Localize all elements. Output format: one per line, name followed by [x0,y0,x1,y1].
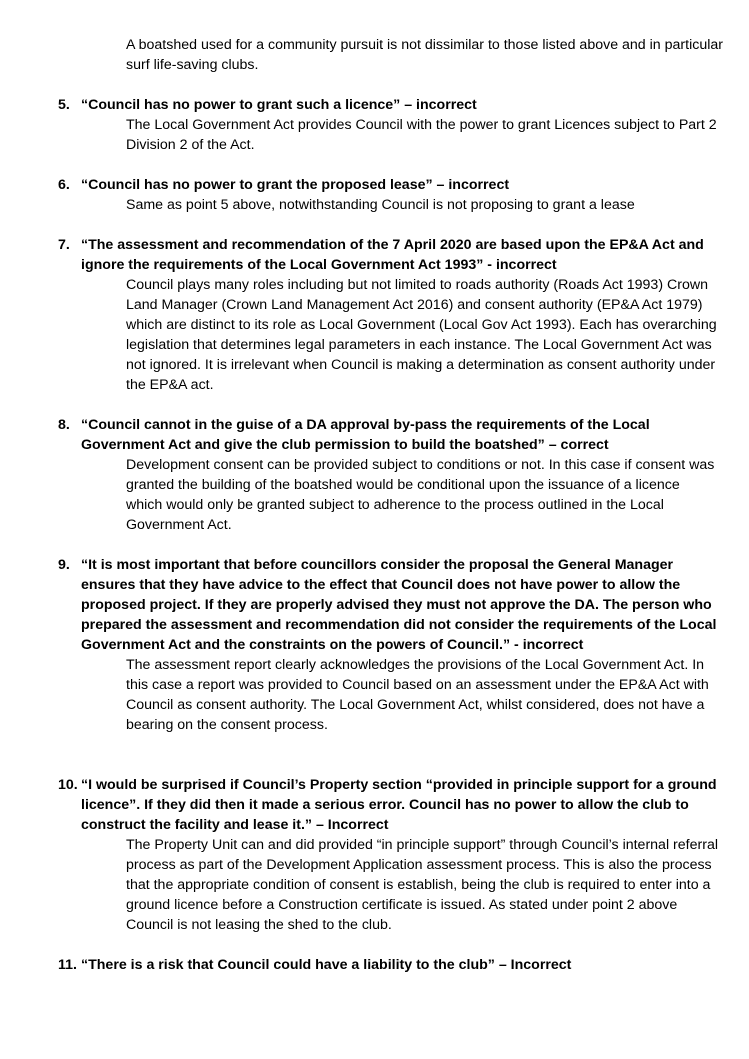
item-number: 8. [58,417,70,433]
list-item-9 [58,555,718,735]
intro-paragraph: A boatshed used for a community pursuit is not dissimilar to those listed above and in particular surf life-saving clubs. [126,37,723,73]
item-number: 9. [58,557,70,573]
item-body: The Local Government Act provides Council with the power to grant Licences subject to Part 2 Division 2 of the Act. [126,117,717,153]
item-body: Development consent can be provided subject to conditions or not. In this case if consent was granted the building of the boatshed would be conditional upon the issuance of a licence which would only be granted subject to adherence to the process outlined in the Local Government Act. [126,457,715,533]
item-heading: “The assessment and recommendation of the 7 April 2020 are based upon the EP&A Act and ignore the requirements of the Local Government Act 1993” - incorrect [81,237,704,273]
item-heading: “It is most important that before councillors consider the proposal the General Manager ensures that they have advice to the effect that Council does not have power to allow the proposed project. If they are properly advised they must not approve the DA. The person who prepared the assessment and recommendation did not consider the requirements of the Local Government Act and the constraints on the powers of Council.” - incorrect [81,557,717,653]
item-heading: “I would be surprised if Council’s Property section “provided in principle support for a ground licence”. If they did then it made a serious error. Council has no power to allow the club to construct the facility and lease it.” – Incorrect [81,777,717,833]
item-body: The Property Unit can and did provided “in principle support” through Council’s internal referral process as part of the Development Application assessment process. This is also the process that the appropriate condition of consent is establish, being the club is required to enter into a ground licence before a Construction certificate is issued. As stated under point 2 above Council is not leasing the shed to the club. [126,837,718,933]
item-number: 10. [58,777,78,793]
item-number: 7. [58,237,70,253]
item-number: 11. [58,957,77,973]
item-body: The assessment report clearly acknowledges the provisions of the Local Government Act. In this case a report was provided to Council based on an assessment under the EP&A Act with Council as consent authority. The Local Government Act, whilst considered, does not have a bearing on the consent process. [126,657,709,733]
list-item-8 [58,415,718,535]
item-heading: “Council cannot in the guise of a DA approval by-pass the requirements of the Local Government Act and give the club permission to build the boatshed” – correct [81,417,650,453]
item-number: 6. [58,177,70,193]
list-item-5 [58,95,718,155]
list-item-11 [58,955,718,975]
list-item-10 [58,775,718,935]
item-heading: “Council has no power to grant the proposed lease” – incorrect [81,177,510,193]
item-body: Same as point 5 above, notwithstanding Council is not proposing to grant a lease [126,197,635,213]
item-number: 5. [58,97,70,113]
item-heading: “Council has no power to grant such a licence” – incorrect [81,97,477,113]
item-body: Council plays many roles including but not limited to roads authority (Roads Act 1993) Crown Land Manager (Crown Land Management Act 2016) and consent authority (EP&A Act 1979) which are distinct to its role as Local Government (Local Gov Act 1993). Each has overarching legislation that determines legal parameters in each instance. The Local Government Act was not ignored. It is irrelevant when Council is making a determination as consent authority under the EP&A act. [126,277,717,393]
item-heading: “There is a risk that Council could have a liability to the club” – Incorrect [81,957,572,973]
list-item-7 [58,235,718,395]
list-item-6 [58,175,718,215]
